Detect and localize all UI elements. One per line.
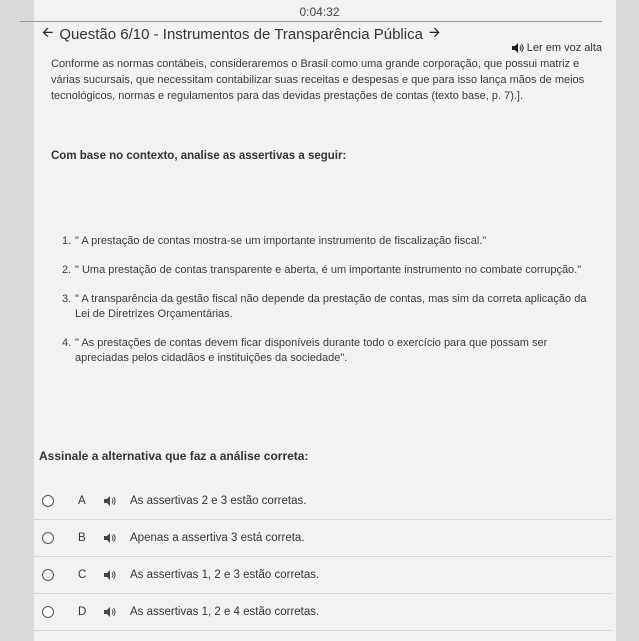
option-c[interactable] xyxy=(34,558,612,592)
statement-number: 1. xyxy=(62,235,72,247)
statement-text: " Uma prestação de contas transparente e aberta, é um importante instrumento no combate corrupção." xyxy=(75,264,582,276)
arrow-right-icon[interactable]: 🡪 xyxy=(428,24,441,40)
page-title: Questão 6/10 - Instrumentos de Transparência Pública xyxy=(59,25,423,43)
option-a[interactable] xyxy=(34,484,612,518)
option-text: As assertivas 2 e 3 estão corretas. xyxy=(130,495,307,507)
radio-button[interactable] xyxy=(42,569,54,581)
option-letter: A xyxy=(78,495,86,507)
statement-text: " A transparência da gestão fiscal não depende da prestação de contas, mas sim da correta aplicação da Lei de Diretrizes Orçamentárias. xyxy=(75,293,587,320)
statement-number: 4. xyxy=(62,337,72,349)
statement-item xyxy=(62,234,602,249)
speaker-icon[interactable] xyxy=(104,533,130,543)
statement-number: 3. xyxy=(62,293,72,305)
read-aloud-label: Ler em voz alta xyxy=(526,42,602,54)
option-text: As assertivas 1, 2 e 3 estão corretas. xyxy=(130,569,320,581)
speaker-icon[interactable] xyxy=(104,496,130,506)
question-text: Assinale a alternativa que faz a análise correta: xyxy=(39,449,309,463)
question-header xyxy=(42,22,440,46)
read-aloud-button[interactable] xyxy=(512,42,602,54)
answer-options xyxy=(34,484,612,632)
radio-button[interactable] xyxy=(42,532,54,544)
context-text: Conforme as normas contábeis, consideraremos o Brasil como uma grande corporação, que possui matriz e várias sucursais, que necessitam contabilizar suas receitas e despesas e que para isso lança mãos de meios tecnológicos, normas e regulamentos para das devidas prestações de contas (texto base, p. 7).]. xyxy=(51,58,585,102)
speaker-icon xyxy=(512,43,524,53)
option-text: Apenas a assertiva 3 está correta. xyxy=(130,532,305,544)
statement-text: " As prestações de contas devem ficar disponíveis durante todo o exercício para que possam ser apreciadas pelos cidadãos e instituições da sociedade". xyxy=(75,337,548,364)
option-letter: B xyxy=(78,532,86,544)
statement-item xyxy=(62,263,602,278)
option-letter: C xyxy=(78,569,87,581)
timer: 0:04:32 xyxy=(299,5,340,19)
statement-text: " A prestação de contas mostra-se um importante instrumento de fiscalização fiscal." xyxy=(75,235,487,247)
radio-button[interactable] xyxy=(42,606,54,618)
statement-item xyxy=(62,336,602,366)
speaker-icon[interactable] xyxy=(104,570,130,580)
option-text: As assertivas 1, 2 e 4 estão corretas. xyxy=(130,606,320,618)
speaker-icon[interactable] xyxy=(104,607,130,617)
statement-item xyxy=(62,292,602,322)
radio-button[interactable] xyxy=(42,495,54,507)
option-letter: D xyxy=(78,606,87,618)
statements-list xyxy=(62,234,602,380)
arrow-left-icon[interactable]: 🡨 xyxy=(42,24,54,40)
option-b[interactable] xyxy=(34,521,612,555)
statement-number: 2. xyxy=(62,264,72,276)
analysis-prompt: Com base no contexto, analise as assertivas a seguir: xyxy=(51,150,347,162)
option-d[interactable] xyxy=(34,595,612,629)
